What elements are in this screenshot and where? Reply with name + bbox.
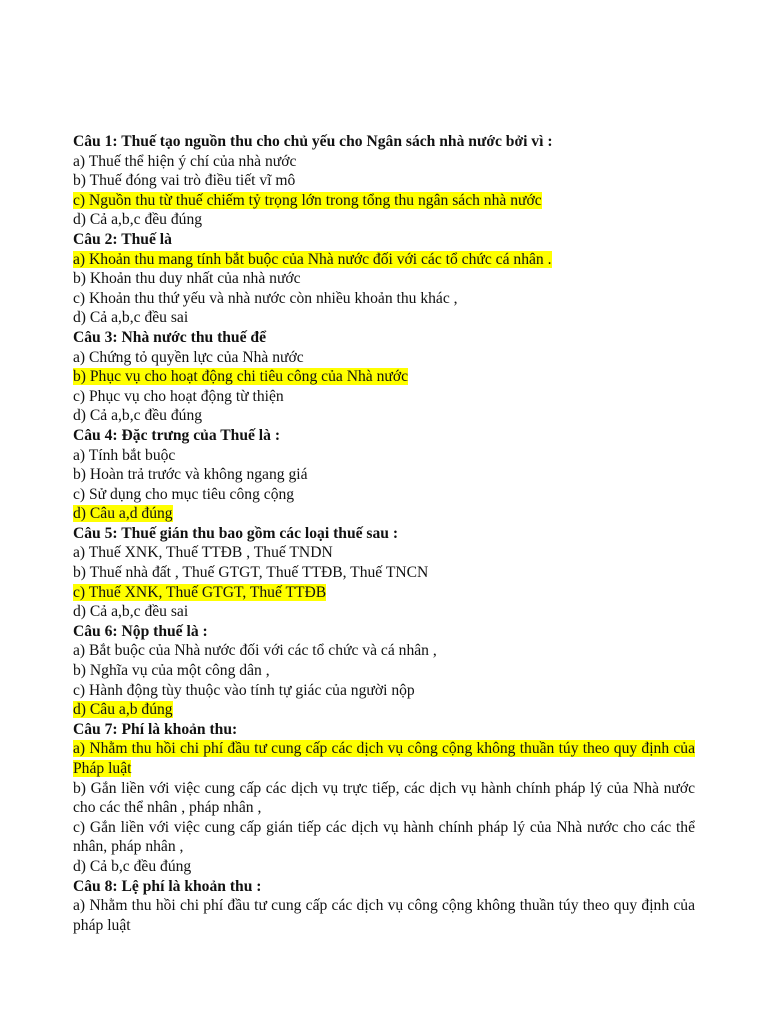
question-7-option-a [73,739,695,778]
question-7-option-b: b) Gắn liền với việc cung cấp các dịch vụ trực tiếp, các dịch vụ hành chính pháp lý của Nhà nước cho các thể nhân , pháp nhân , [73,779,695,817]
question-4-title: Câu 4: Đặc trưng của Thuế là : [73,426,281,444]
document-body [73,132,695,935]
question-5-option-b: b) Thuế nhà đất , Thuế GTGT, Thuế TTĐB, Thuế TNCN [73,564,429,582]
highlighted-answer: b) Phục vụ cho hoạt động chi tiêu công của Nhà nước [73,368,408,386]
highlighted-answer: d) Câu a,b đúng [73,701,173,719]
question-3-option-d: d) Cả a,b,c đều đúng [73,407,203,425]
question-1-option-b: b) Thuế đóng vai trò điều tiết vĩ mô [73,172,296,190]
question-5-option-d: d) Cả a,b,c đều sai [73,603,189,621]
question-5-option-a: a) Thuế XNK, Thuế TTĐB , Thuế TNDN [73,544,333,562]
question-6-option-c: c) Hành động tùy thuộc vào tính tự giác của người nộp [73,681,415,699]
question-5-title: Câu 5: Thuế gián thu bao gồm các loại thuế sau : [73,524,399,542]
question-4-option-b: b) Hoàn trả trước và không ngang giá [73,466,308,484]
question-2-option-d: d) Cả a,b,c đều sai [73,309,189,327]
question-4-option-a: a) Tính bắt buộc [73,446,176,464]
highlighted-answer: a) Khoản thu mang tính bắt buộc của Nhà nước đối với các tổ chức cá nhân . [73,250,552,268]
question-3-option-c: c) Phục vụ cho hoạt động từ thiện [73,387,284,405]
question-2-option-b: b) Khoản thu duy nhất của nhà nước [73,270,301,288]
highlighted-answer: c) Thuế XNK, Thuế GTGT, Thuế TTĐB [73,583,327,601]
question-7-title: Câu 7: Phí là khoản thu: [73,720,238,738]
question-7-option-d: d) Cả b,c đều đúng [73,857,192,875]
question-7-option-c: c) Gắn liền với việc cung cấp gián tiếp các dịch vụ hành chính pháp lý của Nhà nước cho các thể nhân, pháp nhân , [73,818,695,856]
question-8-title: Câu 8: Lệ phí là khoản thu : [73,877,262,895]
question-2-title: Câu 2: Thuế là [73,230,172,248]
question-1-option-a: a) Thuế thể hiện ý chí của nhà nước [73,152,297,170]
highlighted-answer: a) Nhằm thu hồi chi phí đầu tư cung cấp các dịch vụ công cộng không thuần túy theo quy định của Pháp luật [73,740,695,777]
question-6-option-a: a) Bắt buộc của Nhà nước đối với các tổ chức và cá nhân , [73,642,437,660]
question-3-option-b [73,367,695,387]
question-1-option-c [73,191,695,211]
question-5-option-c [73,583,695,603]
question-6-option-b: b) Nghĩa vụ của một công dân , [73,662,270,680]
question-3-title: Câu 3: Nhà nước thu thuế để [73,328,267,346]
highlighted-answer: c) Nguồn thu từ thuế chiếm tỷ trọng lớn trong tổng thu ngân sách nhà nước [73,191,542,209]
question-4-option-d [73,504,695,524]
question-2-option-a [73,250,695,270]
question-4-option-c: c) Sử dụng cho mục tiêu công cộng [73,485,295,503]
question-8-option-a: a) Nhằm thu hồi chi phí đầu tư cung cấp các dịch vụ công cộng không thuần túy theo quy định của pháp luật [73,897,695,934]
question-6-option-d [73,700,695,720]
question-1-title: Câu 1: Thuế tạo nguồn thu cho chủ yếu cho Ngân sách nhà nước bởi vì : [73,133,553,150]
question-6-title: Câu 6: Nộp thuế là : [73,622,208,640]
question-3-option-a: a) Chứng tỏ quyền lực của Nhà nước [73,348,304,366]
highlighted-answer: d) Câu a,d đúng [73,505,173,523]
question-1-option-d: d) Cả a,b,c đều đúng [73,211,203,229]
question-2-option-c: c) Khoản thu thứ yếu và nhà nước còn nhiều khoản thu khác , [73,289,458,307]
